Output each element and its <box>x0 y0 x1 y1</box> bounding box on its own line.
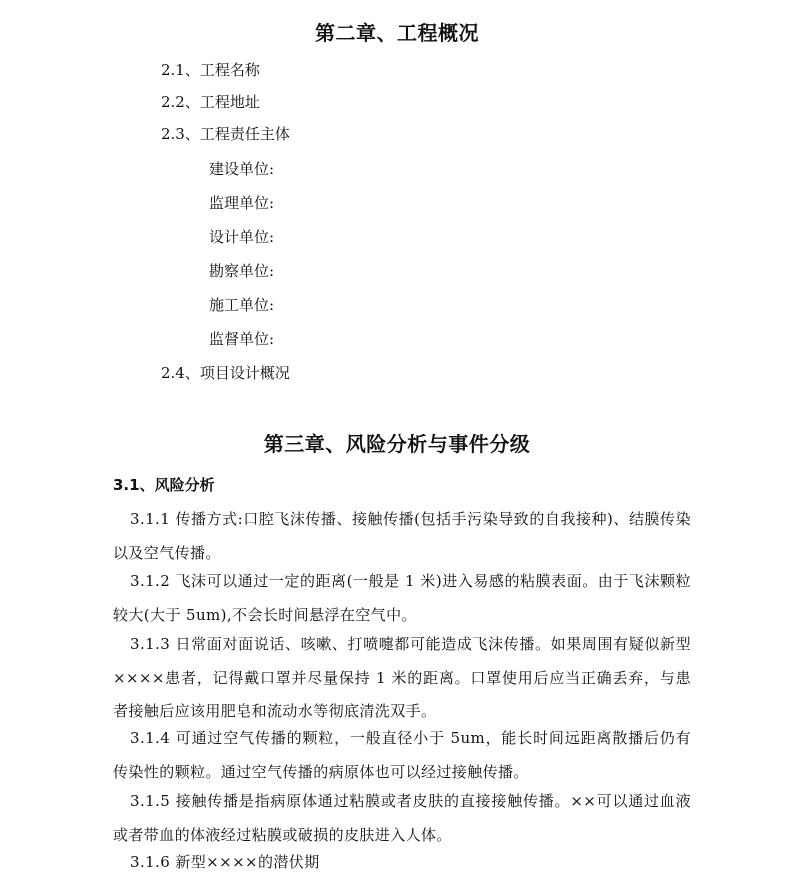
toc-item-responsible-parties: 2.3、工程责任主体 <box>161 125 290 143</box>
toc-item-design-overview: 2.4、项目设计概况 <box>161 364 290 382</box>
chapter-2-title: 第二章、工程概况 <box>315 21 479 45</box>
paragraph-3-1-4: 3.1.4 可通过空气传播的颗粒，一般直径小于 5um，能长时间远距离散播后仍有传染性的颗粒。通过空气传播的病原体也可以经过接触传播。 <box>113 729 691 781</box>
toc-item-project-name: 2.1、工程名称 <box>161 61 260 79</box>
toc-item-project-address: 2.2、工程地址 <box>161 93 260 111</box>
paragraph-3-1-5: 3.1.5 接触传播是指病原体通过粘膜或者皮肤的直接接触传播。××可以通过血液或者带血的体液经过粘膜或破损的皮肤进入人体。 <box>113 792 691 844</box>
section-3-1-title: 3.1、风险分析 <box>113 476 215 494</box>
unit-contractor: 施工单位: <box>209 296 275 314</box>
unit-survey: 勘察单位: <box>209 262 275 280</box>
chapter-3-title: 第三章、风险分析与事件分级 <box>263 432 531 456</box>
unit-construction: 建设单位: <box>209 160 275 178</box>
paragraph-3-1-2: 3.1.2 飞沫可以通过一定的距离(一般是 1 米)进入易感的粘膜表面。由于飞沫颗粒较大(大于 5um),不会长时间悬浮在空气中。 <box>113 572 691 624</box>
paragraph-3-1-3: 3.1.3 日常面对面说话、咳嗽、打喷嚏都可能造成飞沫传播。如果周围有疑似新型××××患者，记得戴口罩并尽量保持 1 米的距离。口罩使用后应当正确丢弃，与患者接触后应该用肥皂和流动水等彻底清洗双手。 <box>113 635 691 720</box>
unit-design: 设计单位: <box>209 228 275 246</box>
paragraph-3-1-1: 3.1.1 传播方式:口腔飞沫传播、接触传播(包括手污染导致的自我接种)、结膜传染以及空气传播。 <box>113 510 691 562</box>
unit-oversight: 监督单位: <box>209 330 275 348</box>
unit-supervision: 监理单位: <box>209 194 275 212</box>
paragraph-3-1-6: 3.1.6 新型××××的潜伏期 <box>130 853 320 871</box>
